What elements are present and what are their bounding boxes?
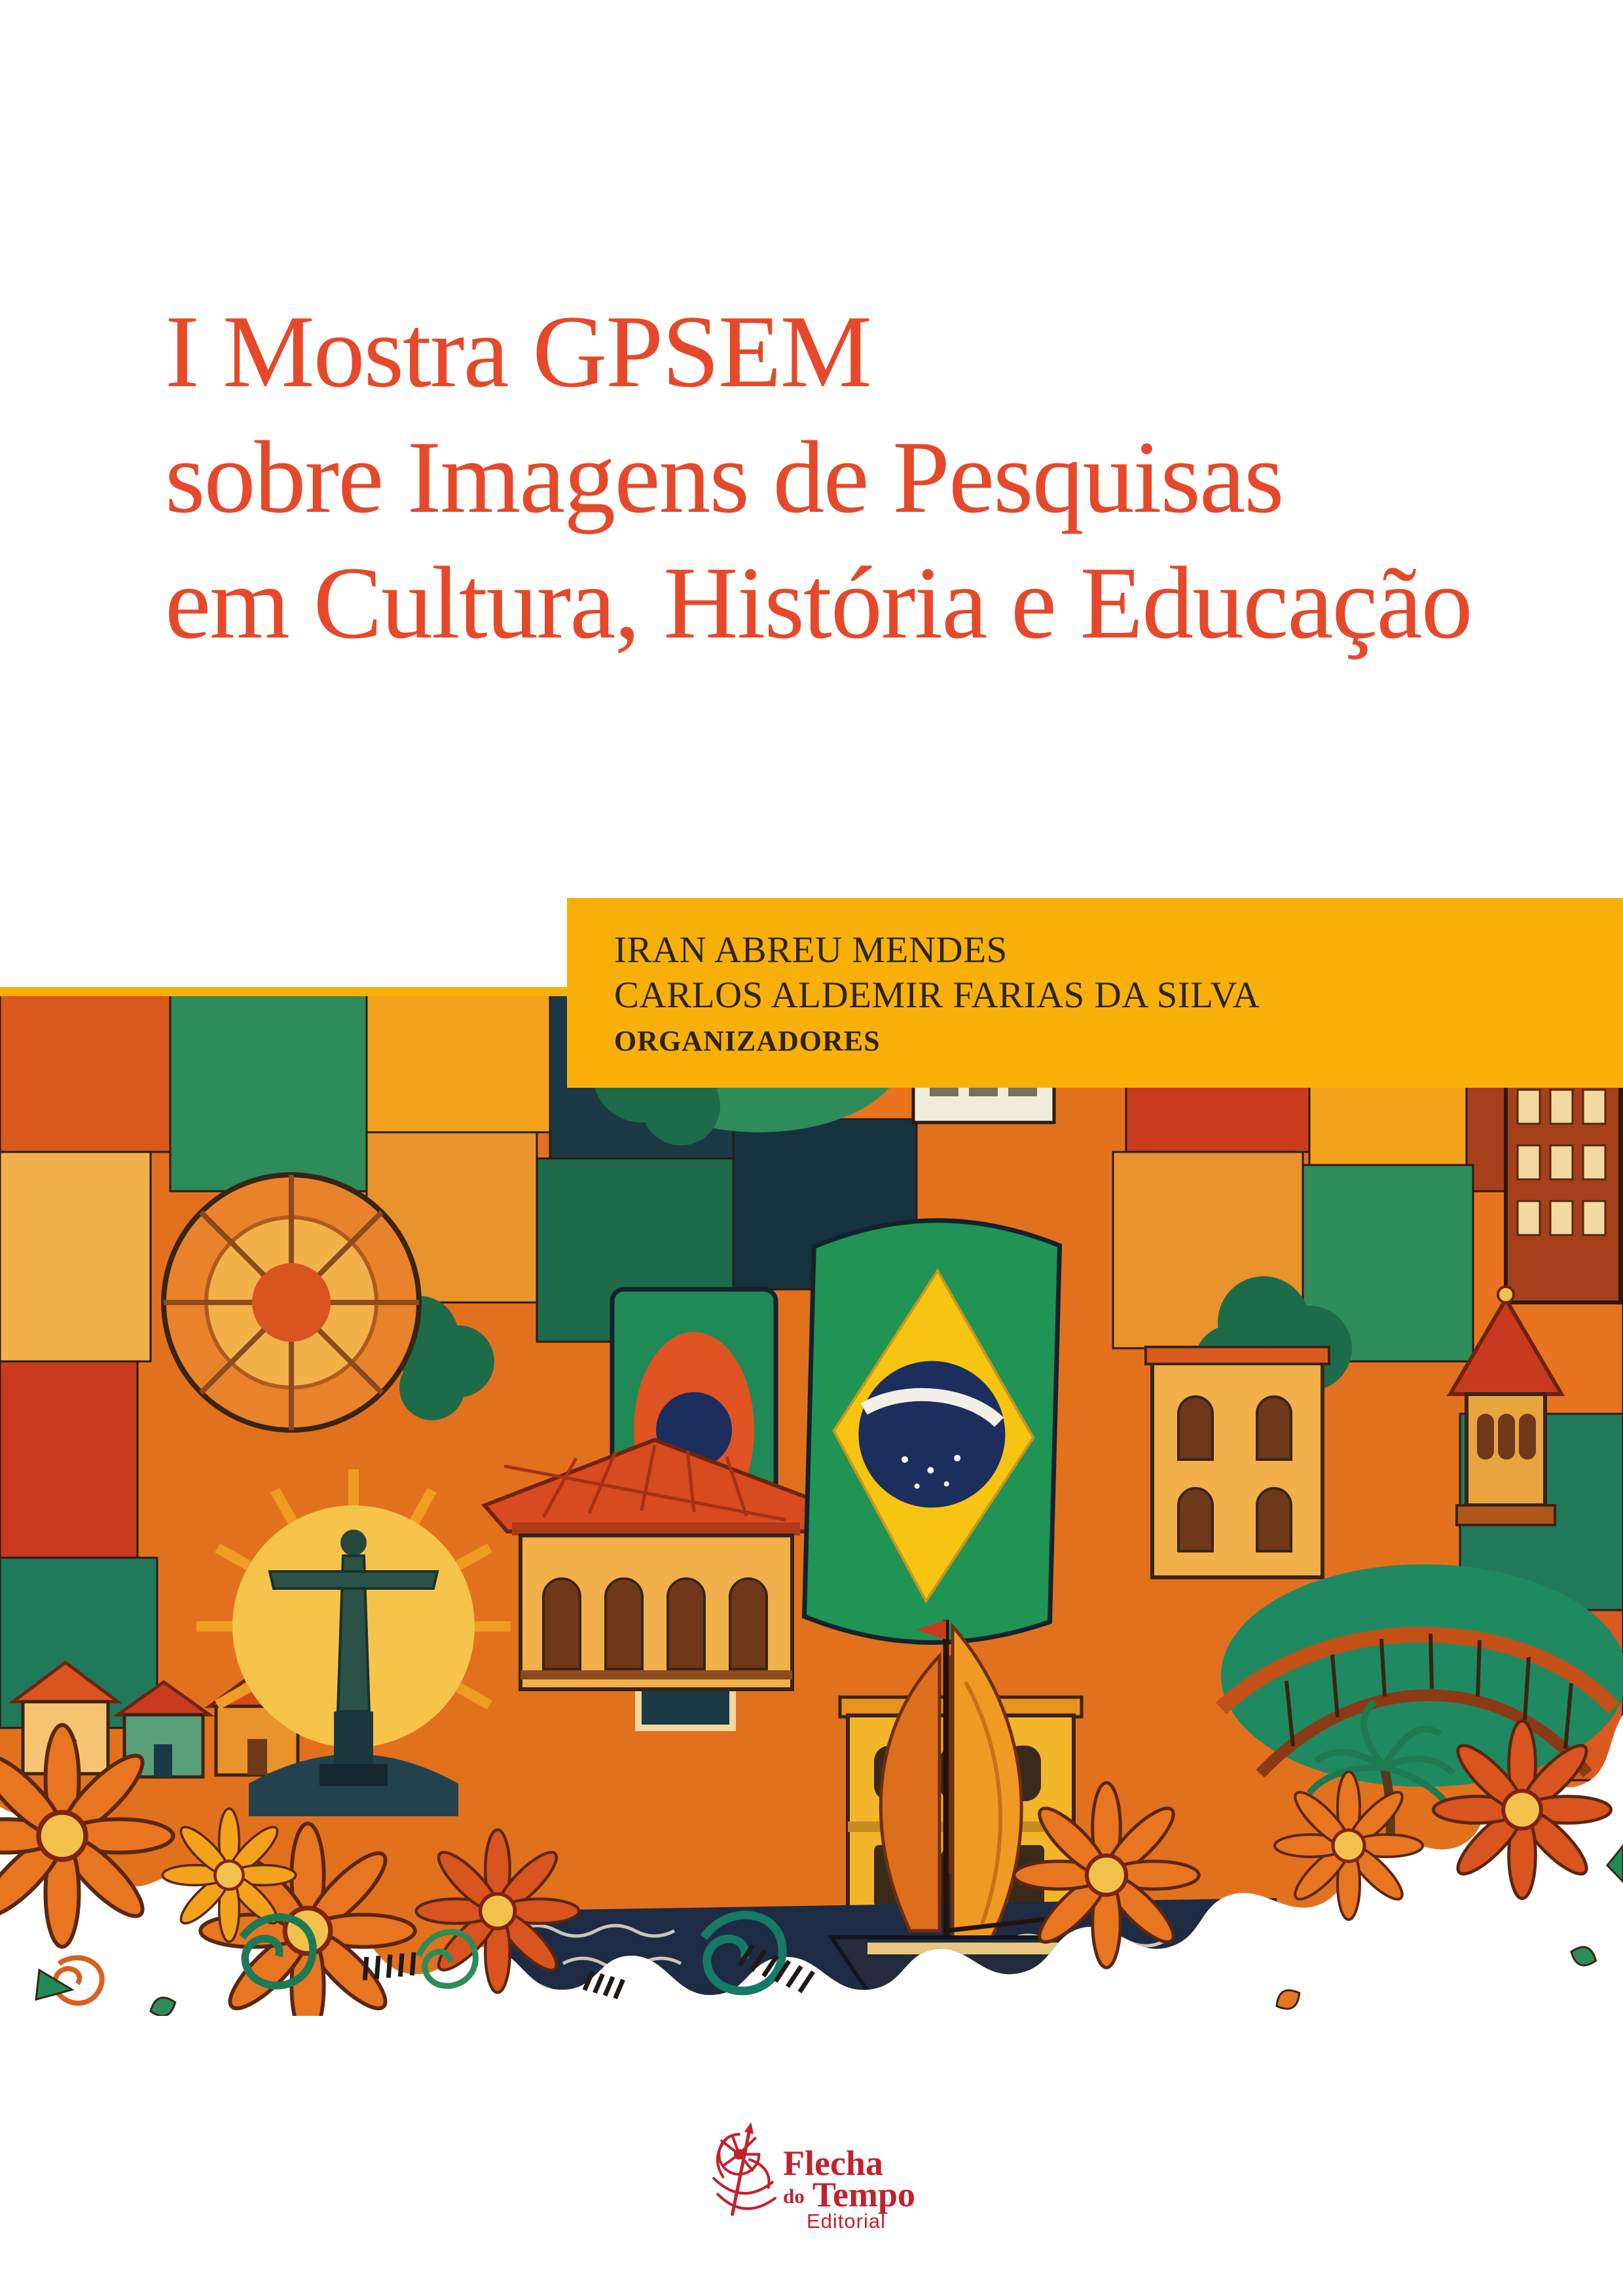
author-name: IRAN ABREU MENDES bbox=[614, 929, 1008, 971]
publisher-logo bbox=[708, 2119, 931, 2237]
publisher-name-top: Flecha bbox=[783, 2144, 883, 2183]
title-line-3: em Cultura, História e Educação bbox=[165, 546, 1472, 660]
publisher-tagline: Editorial bbox=[807, 2210, 886, 2233]
book-title bbox=[165, 289, 1472, 666]
publisher-name-bottom: Tempo bbox=[812, 2175, 916, 2214]
cover-illustration bbox=[0, 995, 1623, 2016]
title-line-2: sobre Imagens de Pesquisas bbox=[165, 420, 1283, 535]
author-name: CARLOS ALDEMIR FARIAS DA SILVA bbox=[614, 975, 1260, 1016]
authors-banner bbox=[567, 898, 1623, 1088]
title-line-1: I Mostra GPSEM bbox=[165, 295, 871, 409]
organizers-label: ORGANIZADORES bbox=[614, 1025, 881, 1057]
flecha-do-tempo-logo-icon bbox=[708, 2121, 782, 2228]
publisher-name-prefix: do bbox=[783, 2185, 805, 2208]
